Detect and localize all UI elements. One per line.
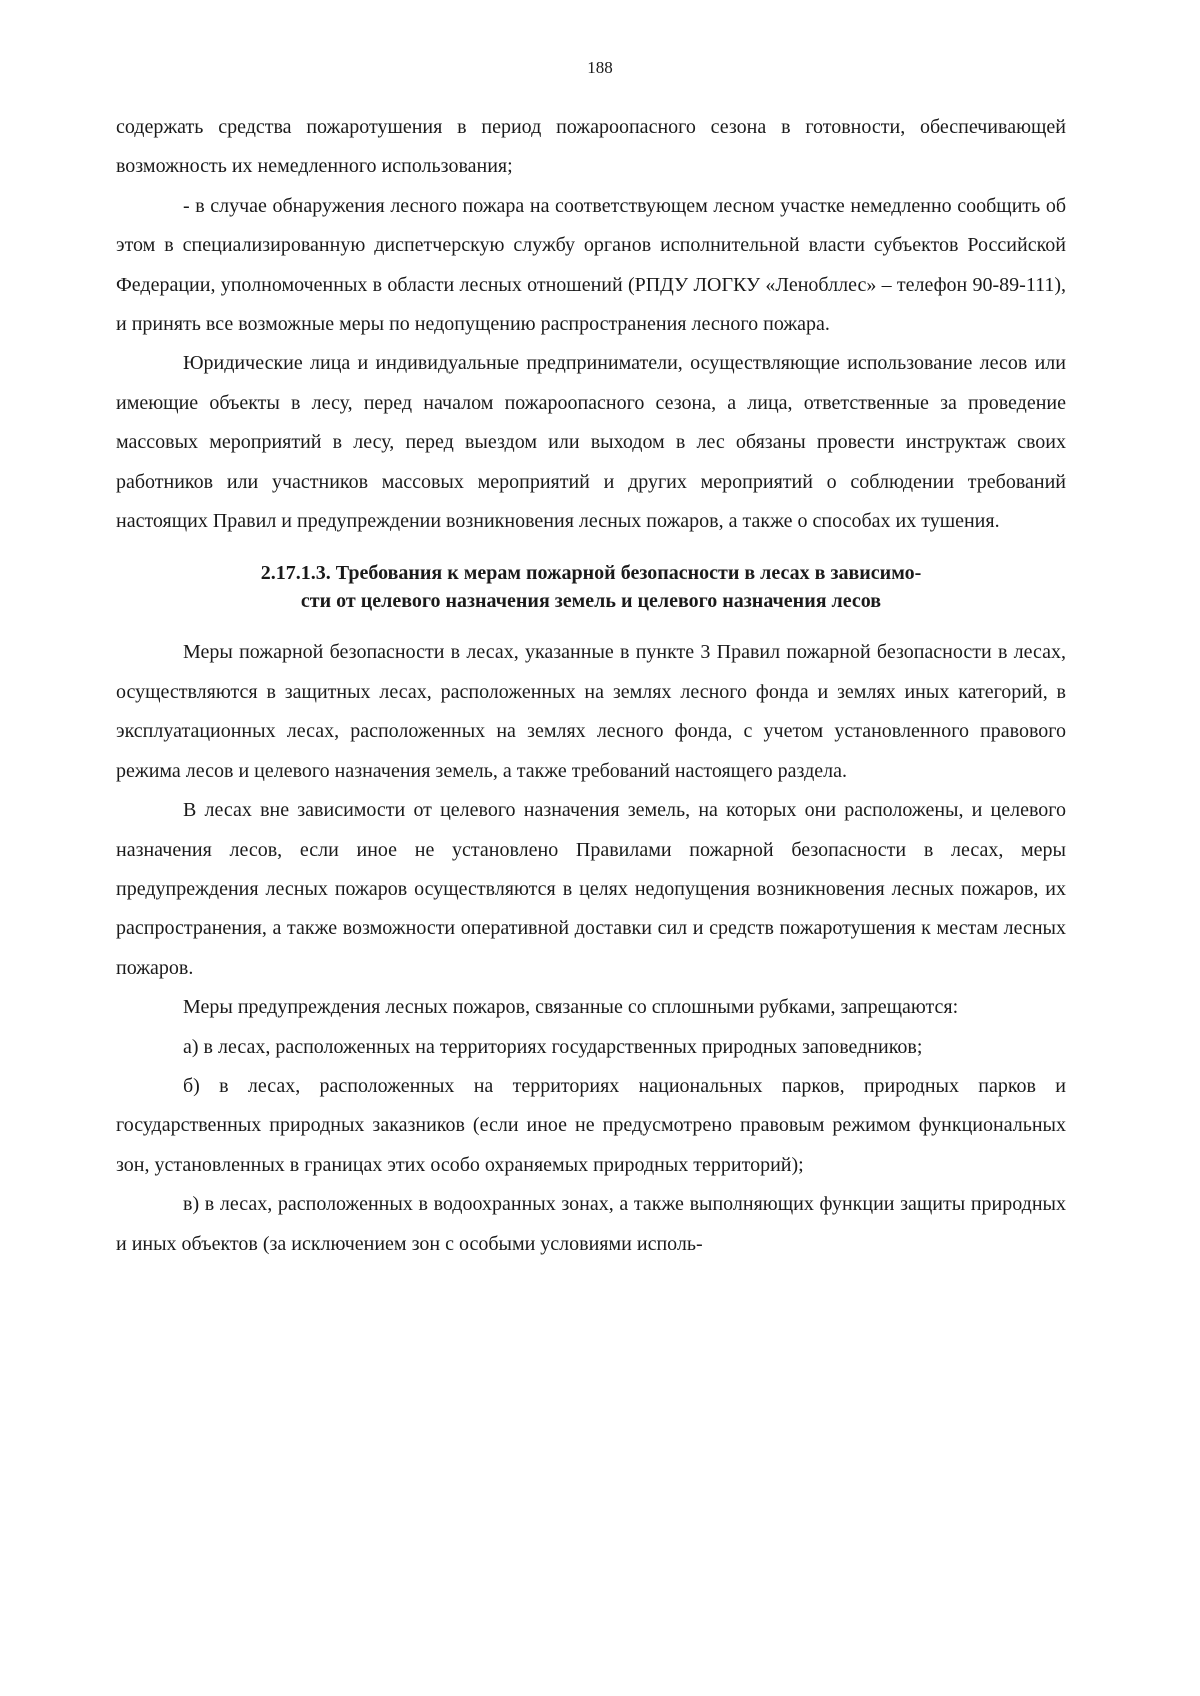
section-heading-line-1: 2.17.1.3. Требования к мерам пожарной безопасности в лесах в зависимо- xyxy=(260,562,922,585)
paragraph: Меры пожарной безопасности в лесах, указанные в пункте 3 Правил пожарной безопасности в лесах, осуществляются в защитных лесах, расположенных на землях лесного фонда и землях иных категорий, в эксплуатационных лесах, расположенных на землях лесного фонда, с учетом установленного правового режима лесов и целевого назначения земель, а также требований настоящего раздела. xyxy=(116,641,1066,782)
page-content xyxy=(116,108,1066,1264)
section-heading xyxy=(116,559,1066,615)
page-number: 188 xyxy=(587,58,613,77)
list-item-b: б) в лесах, расположенных на территориях национальных парков, природных парков и государственных природных заказников (если иное не предусмотрено правовым режимом функциональных зон, установленных в границах этих особо охраняемых природных территорий); xyxy=(116,1074,1066,1176)
paragraph: Меры предупреждения лесных пожаров, связанные со сплошными рубками, запрещаются: xyxy=(183,996,959,1019)
paragraph: - в случае обнаружения лесного пожара на соответствующем лесном участке немедленно сообщить об этом в специализированную диспетчерскую службу органов исполнительной власти субъектов Российской Федерации, уполномоченных в области лесных отношений (РПДУ ЛОГКУ «Ленобллес» – телефон 90-89-111), и принять все возможные меры по недопущению распространения лесного пожара. xyxy=(116,194,1066,336)
paragraph: Юридические лица и индивидуальные предприниматели, осуществляющие использование лесов или имеющие объекты в лесу, перед началом пожароопасного сезона, а лица, ответственные за проведение массовых мероприятий в лесу, перед выездом или выходом в лес обязаны провести инструктаж своих работников или участников массовых мероприятий и других мероприятий о соблюдении требований настоящих Правил и предупреждении возникновения лесных пожаров, а также о способах их тушения. xyxy=(116,352,1066,533)
paragraph: В лесах вне зависимости от целевого назначения земель, на которых они расположены, и целевого назначения лесов, если иное не установлено Правилами пожарной безопасности в лесах, меры предупреждения лесных пожаров осуществляются в целях недопущения возникновения лесных пожаров, их распространения, а также возможности оперативной доставки сил и средств пожаротушения к местам лесных пожаров. xyxy=(116,799,1066,979)
section-heading-line-2: сти от целевого назначения земель и целевого назначения лесов xyxy=(300,590,882,613)
paragraph: содержать средства пожаротушения в период пожароопасного сезона в готовности, обеспечивающей возможность их немедленного использования; xyxy=(116,116,1066,178)
list-item-c: в) в лесах, расположенных в водоохранных зонах, а также выполняющих функции защиты природных и иных объектов (за исключением зон с особыми условиями исполь- xyxy=(116,1193,1066,1255)
list-item-a: а) в лесах, расположенных на территориях государственных природных заповедников; xyxy=(183,1035,923,1058)
